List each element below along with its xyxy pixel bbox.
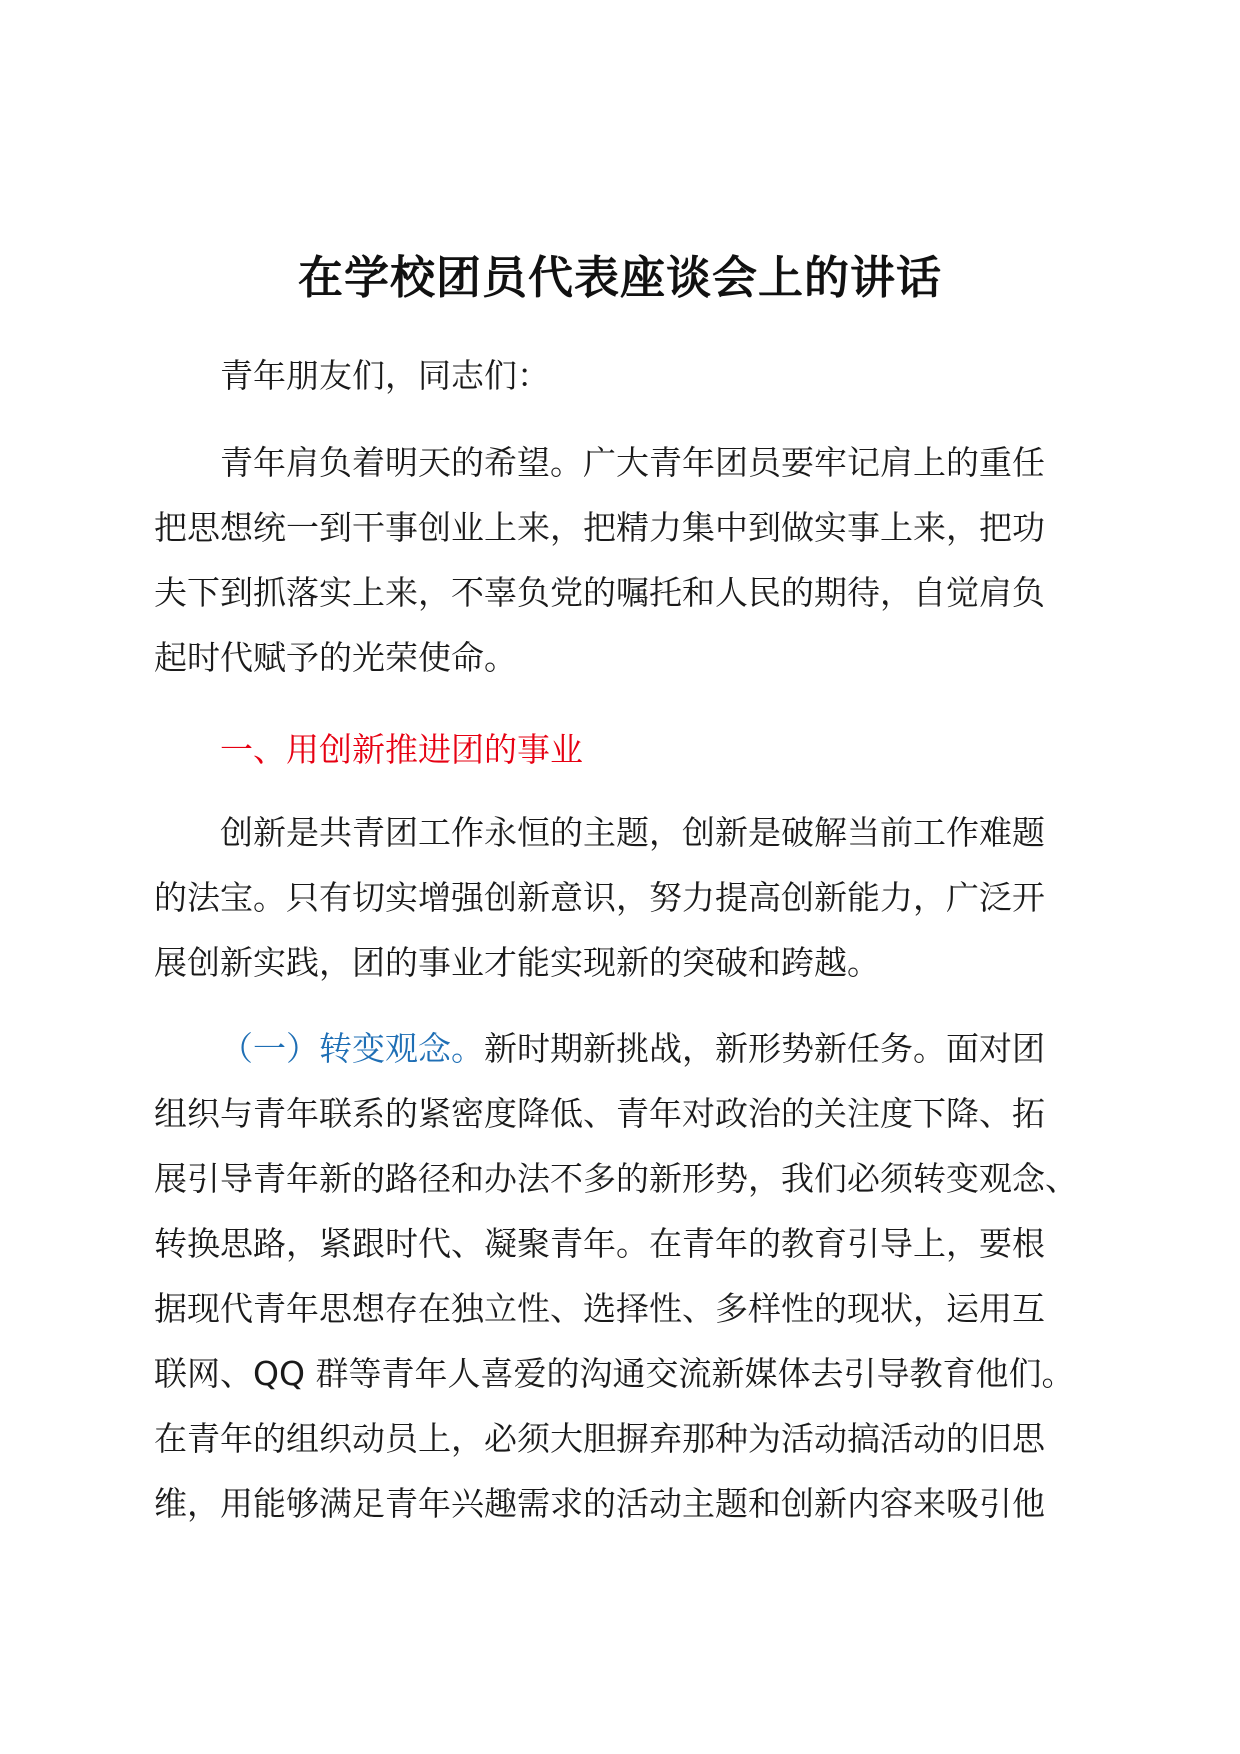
paragraph-line: 维，用能够满足青年兴趣需求的活动主题和创新内容来吸引他 xyxy=(154,1484,1045,1523)
paragraph-line: 转换思路，紧跟时代、凝聚青年。在青年的教育引导上，要根 xyxy=(154,1224,1045,1263)
paragraph-3 xyxy=(154,1016,1094,1536)
paragraph-line: 展引导青年新的路径和办法不多的新形势，我们必须转变观念、 xyxy=(154,1159,1078,1198)
paragraph-line: 青年肩负着明天的希望。广大青年团员要牢记肩上的重任 xyxy=(220,443,1045,482)
subsection-heading: （一）转变观念。 xyxy=(220,1029,484,1068)
paragraph-line: 的法宝。只有切实增强创新意识，努力提高创新能力，广泛开 xyxy=(154,878,1045,917)
paragraph-line: 夫下到抓落实上来，不辜负党的嘱托和人民的期待，自觉肩负 xyxy=(154,573,1045,612)
document-title: 在学校团员代表座谈会上的讲话 xyxy=(297,251,942,304)
paragraph-line: 据现代青年思想存在独立性、选择性、多样性的现状，运用互 xyxy=(154,1289,1045,1328)
paragraph-line: 组织与青年联系的紧密度降低、青年对政治的关注度下降、拓 xyxy=(154,1094,1045,1133)
paragraph-line: 起时代赋予的光荣使命。 xyxy=(154,638,517,677)
paragraph-line-rest: 新时期新挑战，新形势新任务。面对团 xyxy=(484,1029,1045,1068)
greeting: 青年朋友们，同志们： xyxy=(220,356,550,395)
paragraph-line: 联网、QQ 群等青年人喜爱的沟通交流新媒体去引导教育他们。 xyxy=(154,1354,1075,1393)
paragraph-line: 把思想统一到干事创业上来，把精力集中到做实事上来，把功 xyxy=(154,508,1045,547)
paragraph-first-line xyxy=(154,1016,1094,1081)
paragraph-2 xyxy=(154,800,1094,995)
section-heading: 一、用创新推进团的事业 xyxy=(220,730,583,769)
paragraph-line: 展创新实践，团的事业才能实现新的突破和跨越。 xyxy=(154,943,880,982)
paragraph-line: 创新是共青团工作永恒的主题，创新是破解当前工作难题 xyxy=(220,813,1045,852)
paragraph-1 xyxy=(154,430,1094,690)
paragraph-line: 在青年的组织动员上，必须大胆摒弃那种为活动搞活动的旧思 xyxy=(154,1419,1045,1458)
